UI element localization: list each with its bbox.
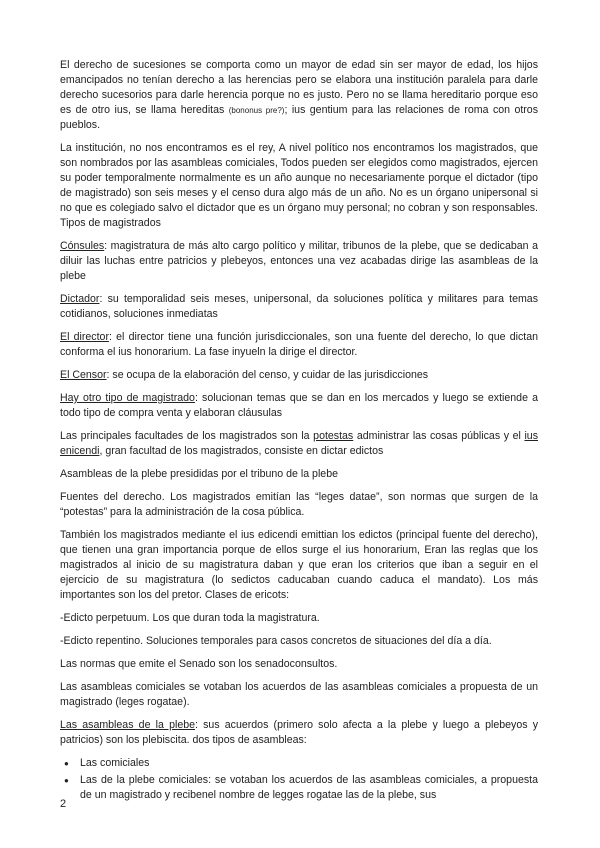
- text-run: : sus acuerdos (primero solo afecta a la plebe y luego a plebeyos y patricios) son los plebiscita. dos tipos de asambleas:: [60, 719, 538, 746]
- bullet-list: [60, 756, 538, 803]
- paragraph-censor: [60, 368, 538, 383]
- paragraph-asambleas-plebe: Asambleas de la plebe presididas por el tribuno de la plebe: [60, 468, 338, 480]
- term-ius-enicendi: ius enicendi: [60, 430, 538, 457]
- page-number: 2: [60, 798, 67, 810]
- paragraph-sucesiones: [60, 58, 538, 133]
- term-director: El director: [60, 331, 109, 343]
- text-run: administrar las cosas públicas y el: [353, 430, 525, 442]
- small-note: (bononus pre?): [228, 106, 285, 115]
- text-run: : su temporalidad seis meses, unipersonal, da soluciones política y militares para temas cotidianos, soluciones inmediatas: [60, 293, 538, 320]
- list-item: ● Las comiciales: [80, 756, 538, 771]
- text-run: : se ocupa de la elaboración del censo, y cuidar de las jurisdicciones: [106, 369, 429, 381]
- text-run: Las principales facultades de los magistrados son la: [60, 430, 314, 442]
- paragraph-director: [60, 330, 538, 360]
- term-asambleas-plebe: Las asambleas de la plebe: [60, 719, 195, 731]
- paragraph-senado: Las normas que emite el Senado son los senadoconsultos.: [60, 658, 338, 670]
- list-item: ● Las de la plebe comiciales: se votaban los acuerdos de las asambleas comiciales, a propuesta de un magistrado y recibenel nombre de legges rogatae las de la plebe, sus: [80, 773, 538, 803]
- text-run: , gran facultad de los magistrados, consiste en dictar edictos: [99, 445, 384, 457]
- text-run: El derecho de sucesiones se comporta como un mayor de edad sin ser mayor de edad, los hijos emancipados no tenían derecho a las herencias pero se elabora una institución paralela para darle derecho sucesorios para darle herencia porque no es justo. Pero no se llama hereditario porque eso es de otro ius, se llama hereditas: [60, 59, 538, 116]
- term-otro-magistrado: Hay otro tipo de magistrado: [60, 392, 195, 404]
- document-page: [60, 58, 538, 805]
- text-run: ; ius gentium para las relaciones de roma con otros pueblos.: [60, 104, 538, 131]
- paragraph-fuentes: Fuentes del derecho. Los magistrados emitían las “leges datae”, son normas que surgen de la “potestas” para la administración de la cosa pública.: [60, 491, 538, 518]
- paragraph-edictos: También los magistrados mediante el ius edicendi emittian los edictos (principal fuente del derecho), que tienen una gran importancia porque de ellos surge el ius honorarium, Eran las reglas que los magistrados al inicio de su magistratura daban y que eran los criterios que iban a seguir en el ejercicio de su magistratura (lo sedictos caducaban cuando caduca el mandato). Los más importantes son los del pretor. Clases de ericots:: [60, 529, 538, 601]
- text-run: : magistratura de más alto cargo político y militar, tribunos de la plebe, que se dedicaban a diluir las luchas entre patricios y plebeyos, entonces una vez acabadas dirige las asambleas de la plebe: [60, 240, 538, 282]
- paragraph-otro-magistrado: [60, 391, 538, 421]
- paragraph-asambleas-comiciales: Las asambleas comiciales se votaban los acuerdos de las asambleas comiciales a propuesta de un magistrado (leges rogatae).: [60, 681, 538, 708]
- term-consules: Cónsules: [60, 240, 105, 252]
- text-run: : solucionan temas que se dan en los mercados y luego se extiende a todo tipo de compra venta y elaboran cláusulas: [60, 392, 539, 419]
- paragraph-edicto-repentino: -Edicto repentino. Soluciones temporales para casos concretos de situaciones del día a día.: [60, 635, 492, 647]
- term-dictador: Dictador: [60, 293, 100, 305]
- text-run: : el director tiene una función jurisdiccionales, son una fuente del derecho, lo que dictan conforma el ius honorarium. La fase inyueln la dirige el director.: [60, 331, 539, 358]
- paragraph-institucion: La institución, no nos encontramos es el rey, A nivel político nos encontramos los magistrados, que son nombrados por las asambleas comiciales, Todos pueden ser elegidos como magistrados, ejercen su poder temporalmente normalmente es un año aunque no necesariamente porque el dictador (tipo de magistrado) son seis meses y el censo dura algo más de un año. No es un órgano unipersonal si no que es colegiado salvo el dictador que es un órgano muy personal; no cobran y son responsables. Tipos de magistrados: [60, 142, 538, 229]
- paragraph-consules: [60, 239, 538, 284]
- term-censor: El Censor: [60, 369, 107, 381]
- paragraph-dictador: [60, 292, 538, 322]
- paragraph-edicto-perpetuum: -Edicto perpetuum. Los que duran toda la magistratura.: [60, 612, 320, 624]
- paragraph-asambleas-de-la-plebe: [60, 718, 538, 748]
- paragraph-facultades: [60, 429, 538, 459]
- term-potestas: potestas: [313, 430, 354, 442]
